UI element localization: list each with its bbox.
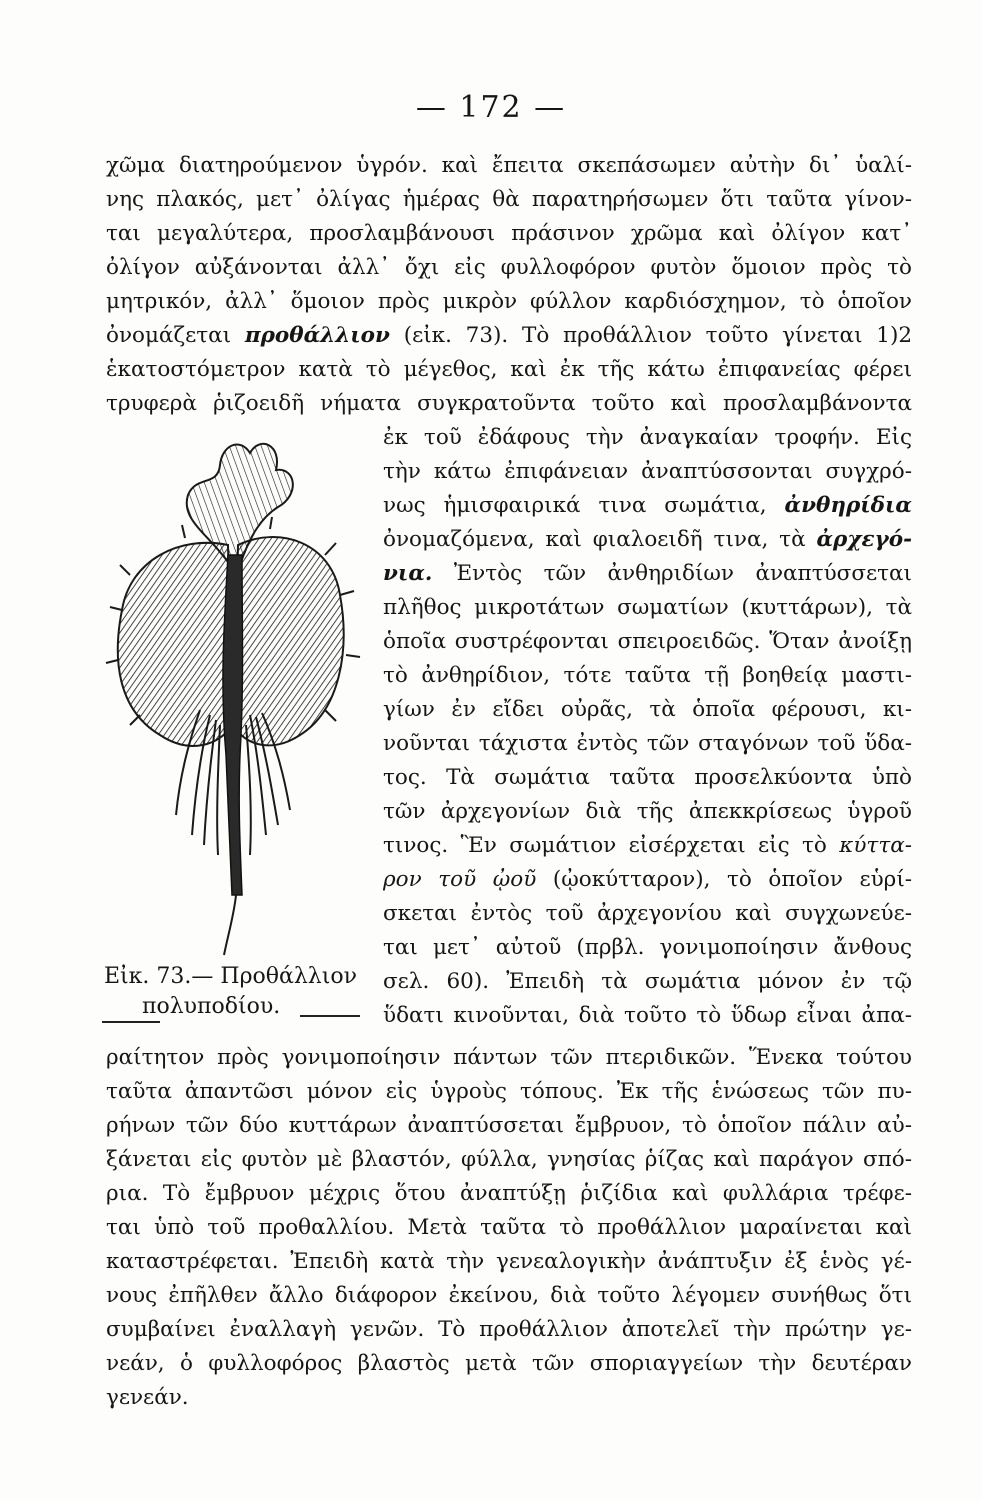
left-lobe — [118, 543, 232, 746]
figure-caption — [104, 962, 366, 1022]
text-line: νοῦνται τάχιστα ἐντὸς τῶν σταγόνων τοῦ ὕδα- — [383, 731, 912, 756]
text-line: ὀλίγον αὐξάνονται ἀλλ᾽ ὄχι εἰς φυλλοφόρον φυτὸν ὅμοιον πρὸς τὸ — [106, 255, 912, 280]
term-egg-cell: κύττα- — [839, 833, 912, 858]
text-line: νης πλακός, μετ᾽ ὀλίγας ἡμέρας θὰ παρατηρήσωμεν ὅτι ταῦτα γίνον- — [106, 187, 912, 212]
text-line: ται μετ᾽ αὐτοῦ (πρβλ. γονιμοποίησιν ἄνθους — [383, 935, 912, 960]
text-line: τὸ ἀνθηρίδιον, τότε ταῦτα τῇ βοηθείᾳ μαστι- — [383, 663, 912, 688]
term-prothallion: προθάλλιον — [244, 323, 390, 348]
text-line: τος. Τὰ σωμάτια ταῦτα προσελκύοντα ὑπὸ — [383, 765, 912, 790]
text-line: νεάν, ὁ φυλλοφόρος βλαστὸς μετὰ τῶν σποριαγγείων τὴν δευτέραν — [106, 1351, 912, 1376]
text-line: ται ὑπὸ τοῦ προθαλλίου. Μετὰ ταῦτα τὸ προθάλλιον μαραίνεται καὶ — [106, 1215, 912, 1240]
text-line: χῶμα διατηρούμενον ὑγρόν. καὶ ἔπειτα σκεπάσωμεν αὐτὴν δι᾽ ὑαλί- — [106, 153, 912, 178]
text-line — [383, 489, 912, 523]
text-line: σκεται ἐντὸς τοῦ ἀρχεγονίου καὶ συγχωνεύε- — [383, 901, 912, 926]
text-line: τὴν κάτω ἐπιφάνειαν ἀναπτύσσονται συγχρό- — [383, 459, 912, 484]
prothallium-figure — [100, 425, 370, 965]
text-line: γίων ἐν εἴδει οὐρᾶς, τὰ ὁποῖα φέρουσι, κι- — [383, 697, 912, 722]
text-run: νως ἡμισφαιρικά τινα σωμάτια, — [383, 493, 767, 518]
text-line: ραίτητον πρὸς γονιμοποίησιν πάντων τῶν πτεριδικῶν. Ἕνεκα τούτου — [106, 1045, 912, 1070]
text-line — [383, 523, 912, 557]
stalk — [223, 555, 243, 895]
text-line — [383, 557, 912, 591]
text-line: ξάνεται εἰς φυτὸν μὲ βλαστόν, φύλλα, γνησίας ῥίζας καὶ παράγον σπό- — [106, 1147, 912, 1172]
text-run: ὀνομάζεται — [106, 323, 232, 348]
caption-line-1: Εἰκ. 73.— Προθάλλιον — [104, 964, 357, 989]
caption-rule-right — [300, 1015, 360, 1017]
text-line: νους ἐπῆλθεν ἄλλο διάφορον ἐκείνου, διὰ τοῦτο λέγομεν συνήθως ὅτι — [106, 1283, 912, 1308]
term-archegonia: ἀρχεγό- — [816, 527, 912, 552]
text-line: ρήνων τῶν δύο κυττάρων ἀναπτύσσεται ἔμβρυον, τὸ ὁποῖον πάλιν αὐ- — [106, 1113, 912, 1138]
text-line: ἐκ τοῦ ἐδάφους τὴν ἀναγκαίαν τροφήν. Εἰς — [383, 425, 912, 450]
text-line: μητρικόν, ἀλλ᾽ ὅμοιον πρὸς μικρὸν φύλλον καρδιόσχημον, τὸ ὁποῖον — [106, 289, 912, 314]
term-antheridia: ἀνθηρίδια — [784, 493, 912, 518]
right-lobe — [234, 537, 344, 745]
text-line — [383, 863, 912, 897]
text-line — [106, 319, 912, 353]
prothallium-illustration-icon — [100, 425, 370, 965]
text-line: σελ. 60). Ἐπειδὴ τὰ σωμάτια μόνον ἐν τῷ — [383, 969, 912, 994]
text-run: (εἰκ. 73). Τὸ προθάλλιον τοῦτο γίνεται 1)2 — [403, 323, 912, 348]
caption-line-2: πολυποδίου. — [142, 994, 281, 1019]
text-line: ταῦτα ἀπαντῶσι μόνον εἰς ὑγροὺς τόπους. Ἐκ τῆς ἑνώσεως τῶν πυ- — [106, 1079, 912, 1104]
text-line: ἑκατοστόμετρον κατὰ τὸ μέγεθος, καὶ ἐκ τῆς κάτω ἐπιφανείας φέρει — [106, 357, 912, 382]
text-run: (ᾠοκύτταρον), τὸ ὁποῖον εὑρί- — [552, 867, 912, 892]
text-line — [383, 829, 912, 863]
text-line: τρυφερὰ ῥιζοειδῆ νήματα συγκρατοῦντα τοῦτο καὶ προσλαμβάνοντα — [106, 391, 912, 416]
text-run: ὀνομαζόμενα, καὶ φιαλοειδῆ τινα, τὰ — [383, 527, 806, 552]
text-line: συμβαίνει ἐναλλαγὴ γενῶν. Τὸ προθάλλιον ἀποτελεῖ τὴν πρώτην γε- — [106, 1317, 912, 1342]
text-line: ρια. Τὸ ἔμβρυον μέχρις ὅτου ἀναπτύξῃ ῥιζίδια καὶ φυλλάρια τρέφε- — [106, 1181, 912, 1206]
term-archegonia-end: νια. — [383, 561, 433, 586]
text-line: ὁποῖα συστρέφονται σπειροειδῶς. Ὅταν ἀνοίξῃ — [383, 629, 912, 654]
text-run: Ἐντὸς τῶν ἀνθηριδίων ἀναπτύσσεται — [453, 561, 912, 586]
text-line: γενεάν. — [106, 1385, 189, 1410]
text-line: ὕδατι κινοῦνται, διὰ τοῦτο τὸ ὕδωρ εἶναι ἀπα- — [383, 1003, 912, 1028]
caption-rule-left — [102, 1021, 160, 1023]
text-line: τῶν ἀρχεγονίων διὰ τῆς ἀπεκκρίσεως ὑγροῦ — [383, 799, 912, 824]
text-line: πλῆθος μικροτάτων σωματίων (κυττάρων), τὰ — [383, 595, 912, 620]
text-run: τινος. Ἓν σωμάτιον εἰσέρχεται εἰς τὸ — [383, 833, 827, 858]
page-number: — 172 — — [415, 90, 567, 125]
text-line: καταστρέφεται. Ἐπειδὴ κατὰ τὴν γενεαλογικὴν ἀνάπτυξιν ἐξ ἑνὸς γέ- — [106, 1249, 912, 1274]
text-line: ται μεγαλύτερα, προσλαμβάνουσι πράσινον χρῶμα καὶ ὀλίγον κατ᾽ — [106, 221, 912, 246]
term-egg-cell-end: ρον τοῦ ᾠοῦ — [383, 867, 537, 892]
